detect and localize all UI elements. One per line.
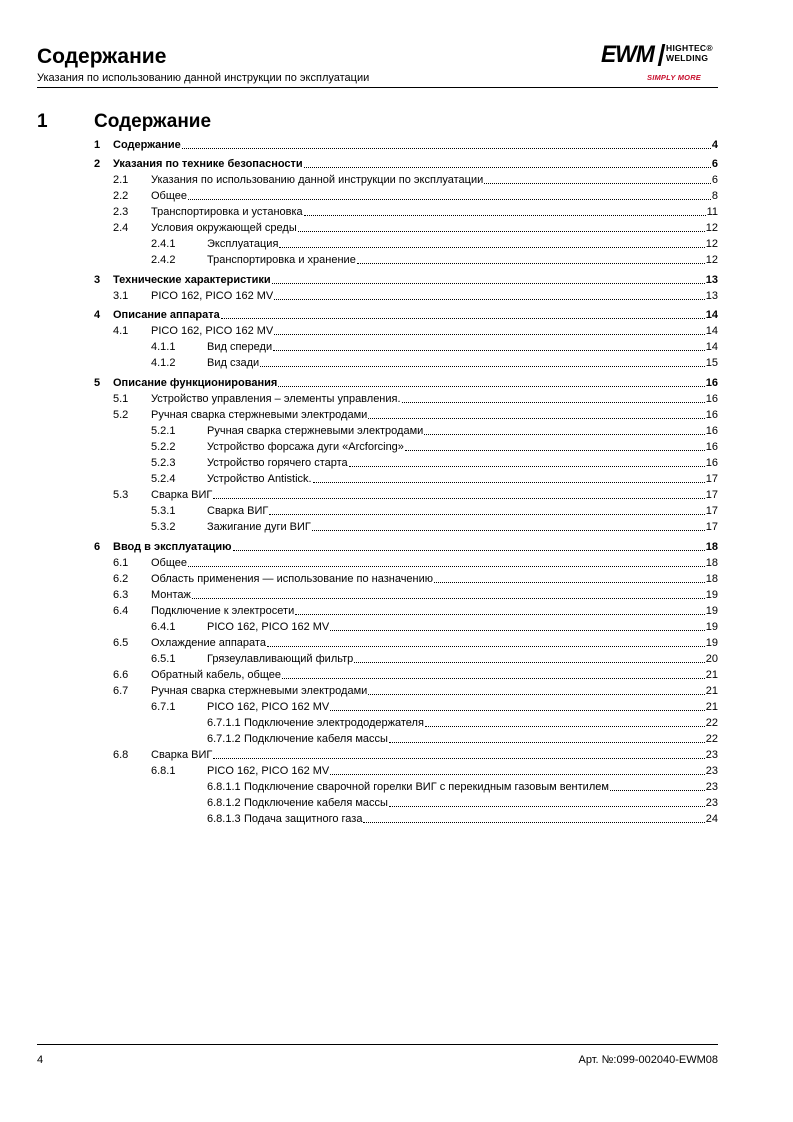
toc-entry-page: 12 bbox=[705, 238, 718, 250]
toc-entry-title: Подключение к электросети bbox=[151, 605, 295, 617]
toc-entry[interactable] bbox=[113, 684, 718, 698]
logo-hightec-text bbox=[666, 43, 713, 63]
toc-entry-number: 4.1 bbox=[113, 325, 129, 337]
toc-entry-link[interactable] bbox=[151, 556, 718, 570]
toc-entry-link[interactable] bbox=[151, 668, 718, 682]
toc-entry-title: Подключение сварочной горелки ВИГ с перекидным газовым вентилем bbox=[244, 781, 609, 793]
toc-entry-link[interactable] bbox=[151, 684, 718, 698]
toc-entry-link[interactable] bbox=[151, 289, 718, 303]
toc-leader-dots bbox=[363, 822, 704, 823]
toc-entry-number: 2.4 bbox=[113, 222, 129, 234]
toc-leader-dots bbox=[424, 434, 704, 435]
toc-leader-dots bbox=[279, 247, 704, 248]
toc-leader-dots bbox=[368, 694, 704, 695]
toc-entry[interactable] bbox=[151, 237, 718, 251]
toc-entry-page: 23 bbox=[705, 781, 718, 793]
toc-entry[interactable] bbox=[207, 812, 718, 826]
toc-entry-page: 17 bbox=[705, 473, 718, 485]
toc-entry[interactable] bbox=[113, 668, 718, 682]
toc-entry-number: 6.8.1.3 bbox=[207, 813, 241, 825]
toc-entry-title: Общее bbox=[151, 557, 188, 569]
toc-entry-link[interactable] bbox=[207, 237, 718, 251]
toc-entry-page: 13 bbox=[705, 274, 718, 286]
toc-entry-link[interactable] bbox=[207, 520, 718, 534]
toc-leader-dots bbox=[389, 742, 705, 743]
toc-entry-link[interactable] bbox=[244, 780, 718, 794]
toc-entry-title: PICO 162, PICO 162 MV bbox=[207, 621, 330, 633]
toc-entry-title: Грязеулавливающий фильтр bbox=[207, 653, 354, 665]
toc-leader-dots bbox=[282, 678, 705, 679]
toc-entry-number: 5 bbox=[94, 377, 101, 389]
toc-entry-title: Описание аппарата bbox=[113, 309, 220, 321]
toc-entry-link[interactable] bbox=[151, 173, 718, 187]
toc-entry-page: 17 bbox=[705, 521, 718, 533]
toc-entry-title: Эксплуатация bbox=[207, 238, 279, 250]
toc-entry-title: Содержание bbox=[113, 139, 181, 151]
toc-entry-number: 6.8.1 bbox=[151, 765, 176, 777]
toc-entry[interactable] bbox=[113, 588, 718, 602]
toc-entry-number: 6 bbox=[94, 541, 101, 553]
toc-entry-link[interactable] bbox=[113, 376, 718, 390]
toc-entry[interactable] bbox=[113, 189, 718, 203]
toc-entry-link[interactable] bbox=[207, 472, 718, 486]
toc-entry-title: Транспортировка и хранение bbox=[207, 254, 356, 266]
toc-entry[interactable] bbox=[207, 796, 718, 810]
logo-brand: EWM bbox=[601, 41, 654, 68]
toc-entry-number: 6.8.1.2 bbox=[207, 797, 241, 809]
toc-leader-dots bbox=[389, 806, 705, 807]
toc-entry-title: Сварка ВИГ bbox=[151, 749, 213, 761]
toc-entry-page: 14 bbox=[705, 309, 718, 321]
toc-leader-dots bbox=[188, 199, 711, 200]
toc-entry-page: 16 bbox=[705, 457, 718, 469]
toc-entry-link[interactable] bbox=[113, 138, 718, 152]
toc-entry-page: 8 bbox=[711, 190, 718, 202]
toc-entry[interactable] bbox=[113, 572, 718, 586]
toc-entry[interactable] bbox=[94, 273, 718, 287]
section-title: Содержание bbox=[94, 111, 212, 132]
toc-entry[interactable] bbox=[113, 636, 718, 650]
toc-entry-page: 6 bbox=[711, 158, 718, 170]
toc-entry-title: Зажигание дуги ВИГ bbox=[207, 521, 311, 533]
toc-leader-dots bbox=[213, 758, 704, 759]
toc-entry[interactable] bbox=[151, 356, 718, 370]
toc-entry-number: 6.5 bbox=[113, 637, 129, 649]
toc-entry-page: 16 bbox=[705, 377, 718, 389]
toc-entry-page: 16 bbox=[705, 425, 718, 437]
toc-entry-number: 2.4.1 bbox=[151, 238, 176, 250]
toc-entry-link[interactable] bbox=[113, 308, 718, 322]
toc-entry-page: 22 bbox=[705, 733, 718, 745]
logo-divider bbox=[658, 44, 666, 66]
toc-leader-dots bbox=[330, 710, 704, 711]
toc-entry-number: 6.8.1.1 bbox=[207, 781, 241, 793]
toc-entry[interactable] bbox=[113, 221, 718, 235]
toc-entry-title: Сварка ВИГ bbox=[151, 489, 213, 501]
toc-leader-dots bbox=[312, 530, 705, 531]
toc-entry-title: PICO 162, PICO 162 MV bbox=[151, 290, 274, 302]
toc-entry-title: Обратный кабель, общее bbox=[151, 669, 282, 681]
toc-leader-dots bbox=[434, 582, 705, 583]
toc-entry-page: 16 bbox=[705, 441, 718, 453]
toc-entry-page: 23 bbox=[705, 797, 718, 809]
toc-entry[interactable] bbox=[94, 376, 718, 390]
section-number: 1 bbox=[37, 111, 48, 132]
toc-entry[interactable] bbox=[113, 324, 718, 338]
toc-entry-link[interactable] bbox=[244, 732, 718, 746]
toc-entry[interactable] bbox=[151, 253, 718, 267]
toc-entry-link[interactable] bbox=[244, 796, 718, 810]
toc-entry-title: Указания по использованию данной инструкции по эксплуатации bbox=[151, 174, 484, 186]
toc-entry[interactable] bbox=[113, 748, 718, 762]
toc-leader-dots bbox=[405, 450, 705, 451]
toc-entry-number: 6.8 bbox=[113, 749, 129, 761]
toc-entry-title: Вид сзади bbox=[207, 357, 260, 369]
footer-article-number: Арт. №:099-002040-EWM08 bbox=[578, 1054, 718, 1066]
toc-entry[interactable] bbox=[151, 620, 718, 634]
toc-entry-link[interactable] bbox=[207, 700, 718, 714]
toc-entry[interactable] bbox=[113, 488, 718, 502]
toc-leader-dots bbox=[357, 263, 705, 264]
toc-entry-link[interactable] bbox=[207, 764, 718, 778]
toc-entry-number: 6.6 bbox=[113, 669, 129, 681]
toc-entry[interactable] bbox=[151, 440, 718, 454]
toc-entry-page: 14 bbox=[705, 325, 718, 337]
toc-entry-page: 19 bbox=[705, 605, 718, 617]
toc-entry[interactable] bbox=[113, 556, 718, 570]
toc-entry-link[interactable] bbox=[207, 652, 718, 666]
toc-entry-link[interactable] bbox=[151, 221, 718, 235]
logo-line2: WELDING bbox=[666, 53, 709, 63]
footer-divider bbox=[37, 1044, 718, 1045]
toc-entry[interactable] bbox=[207, 716, 718, 730]
toc-entry-title: Устройство горячего старта bbox=[207, 457, 348, 469]
toc-entry-number: 2.2 bbox=[113, 190, 129, 202]
toc-entry-title: Охлаждение аппарата bbox=[151, 637, 266, 649]
toc-entry-number: 4 bbox=[94, 309, 101, 321]
toc-entry-page: 19 bbox=[705, 637, 718, 649]
toc-entry[interactable] bbox=[113, 408, 718, 422]
toc-leader-dots bbox=[402, 402, 705, 403]
toc-entry-title: Устройство форсажа дуги «Arcforcing» bbox=[207, 441, 404, 453]
toc-entry[interactable] bbox=[113, 392, 718, 406]
toc-leader-dots bbox=[213, 498, 704, 499]
toc-leader-dots bbox=[298, 231, 705, 232]
page-title: Содержание bbox=[37, 45, 167, 68]
toc-entry-page: 12 bbox=[705, 254, 718, 266]
toc-entry-page: 16 bbox=[705, 393, 718, 405]
toc-entry-page: 17 bbox=[705, 489, 718, 501]
toc-entry[interactable] bbox=[113, 173, 718, 187]
toc-entry-title: Описание функционирования bbox=[113, 377, 278, 389]
toc-entry-page: 16 bbox=[705, 409, 718, 421]
toc-entry-link[interactable] bbox=[207, 440, 718, 454]
toc-entry-number: 6.2 bbox=[113, 573, 129, 585]
toc-entry-page: 18 bbox=[705, 557, 718, 569]
toc-entry-title: Указания по технике безопасности bbox=[113, 158, 303, 170]
logo-line1: HIGHTEC® bbox=[666, 43, 713, 53]
toc-entry[interactable] bbox=[113, 289, 718, 303]
toc-entry-link[interactable] bbox=[244, 812, 718, 826]
toc-leader-dots bbox=[425, 726, 705, 727]
toc-entry-link[interactable] bbox=[151, 205, 718, 219]
toc-leader-dots bbox=[295, 614, 705, 615]
toc-leader-dots bbox=[349, 466, 705, 467]
toc-entry-page: 11 bbox=[706, 206, 718, 218]
toc-entry-number: 3 bbox=[94, 274, 101, 286]
toc-entry-link[interactable] bbox=[151, 588, 718, 602]
toc-entry[interactable] bbox=[151, 340, 718, 354]
toc-leader-dots bbox=[330, 630, 704, 631]
toc-entry-number: 6.1 bbox=[113, 557, 129, 569]
toc-entry-link[interactable] bbox=[244, 716, 718, 730]
toc-leader-dots bbox=[267, 646, 705, 647]
toc-entry[interactable] bbox=[207, 780, 718, 794]
toc-entry-number: 1 bbox=[94, 139, 101, 151]
toc-leader-dots bbox=[304, 167, 711, 168]
toc-leader-dots bbox=[272, 283, 705, 284]
toc-leader-dots bbox=[260, 366, 705, 367]
toc-entry-page: 12 bbox=[705, 222, 718, 234]
toc-entry-page: 23 bbox=[705, 749, 718, 761]
toc-entry-page: 17 bbox=[705, 505, 718, 517]
toc-entry-number: 2.4.2 bbox=[151, 254, 176, 266]
toc-entry[interactable] bbox=[151, 652, 718, 666]
page-subtitle: Указания по использованию данной инструкции по эксплуатации bbox=[37, 72, 370, 84]
footer-page-number: 4 bbox=[37, 1054, 44, 1066]
toc-entry-page: 20 bbox=[705, 653, 718, 665]
toc-entry-number: 5.2.1 bbox=[151, 425, 176, 437]
toc-leader-dots bbox=[304, 215, 706, 216]
toc-entry-page: 19 bbox=[705, 621, 718, 633]
toc-leader-dots bbox=[610, 790, 705, 791]
toc-entry-number: 2 bbox=[94, 158, 101, 170]
toc-entry-link[interactable] bbox=[113, 540, 718, 554]
toc-entry[interactable] bbox=[94, 540, 718, 554]
toc-entry[interactable] bbox=[151, 456, 718, 470]
toc-entry-title: Ручная сварка стержневыми электродами bbox=[151, 685, 368, 697]
toc-entry-number: 6.3 bbox=[113, 589, 129, 601]
toc-entry[interactable] bbox=[151, 764, 718, 778]
toc-entry-link[interactable] bbox=[113, 273, 718, 287]
toc-entry-number: 5.3.1 bbox=[151, 505, 176, 517]
toc-entry-title: PICO 162, PICO 162 MV bbox=[151, 325, 274, 337]
toc-entry-number: 6.7.1.2 bbox=[207, 733, 241, 745]
toc-entry-title: Подключение кабеля массы bbox=[244, 733, 388, 745]
toc-entry-page: 14 bbox=[705, 341, 718, 353]
toc-entry-title: Ввод в эксплуатацию bbox=[113, 541, 232, 553]
toc-entry-page: 18 bbox=[705, 541, 718, 553]
toc-entry-number: 5.2.4 bbox=[151, 473, 176, 485]
toc-leader-dots bbox=[354, 662, 704, 663]
toc-entry-number: 6.7.1 bbox=[151, 701, 176, 713]
toc-entry-number: 2.1 bbox=[113, 174, 129, 186]
toc-leader-dots bbox=[273, 350, 705, 351]
ewm-logo bbox=[601, 40, 719, 84]
toc-entry-page: 4 bbox=[711, 139, 718, 151]
toc-entry-number: 6.5.1 bbox=[151, 653, 176, 665]
toc-entry-link[interactable] bbox=[151, 748, 718, 762]
toc-entry-link[interactable] bbox=[151, 604, 718, 618]
toc-entry-link[interactable] bbox=[151, 392, 718, 406]
toc-entry-number: 5.2.3 bbox=[151, 457, 176, 469]
toc-entry-page: 6 bbox=[711, 174, 718, 186]
toc-entry-number: 6.4 bbox=[113, 605, 129, 617]
toc-entry-page: 21 bbox=[705, 701, 718, 713]
toc-entry-title: Подключение электрододержателя bbox=[244, 717, 424, 729]
toc-leader-dots bbox=[182, 148, 711, 149]
toc-entry-title: Область применения — использование по назначению bbox=[151, 573, 434, 585]
toc-entry[interactable] bbox=[207, 732, 718, 746]
toc-entry-page: 23 bbox=[705, 765, 718, 777]
toc-entry-page: 15 bbox=[705, 357, 718, 369]
toc-leader-dots bbox=[313, 482, 705, 483]
toc-entry-title: Ручная сварка стержневыми электродами bbox=[151, 409, 368, 421]
toc-entry-title: Технические характеристики bbox=[113, 274, 271, 286]
toc-entry[interactable] bbox=[113, 205, 718, 219]
toc-entry-title: Транспортировка и установка bbox=[151, 206, 303, 218]
toc-entry-page: 18 bbox=[705, 573, 718, 585]
toc-entry-link[interactable] bbox=[151, 572, 718, 586]
toc-entry-page: 21 bbox=[705, 669, 718, 681]
logo-tagline: SIMPLY MORE bbox=[647, 73, 702, 82]
toc-entry[interactable] bbox=[151, 472, 718, 486]
toc-entry[interactable] bbox=[94, 308, 718, 322]
toc-entry-link[interactable] bbox=[151, 488, 718, 502]
toc-entry-number: 4.1.1 bbox=[151, 341, 176, 353]
toc-entry-page: 22 bbox=[705, 717, 718, 729]
toc-entry[interactable] bbox=[94, 138, 718, 152]
toc-leader-dots bbox=[192, 598, 705, 599]
toc-entry-link[interactable] bbox=[207, 456, 718, 470]
toc-entry-link[interactable] bbox=[207, 356, 718, 370]
toc-entry-link[interactable] bbox=[151, 189, 718, 203]
toc-entry-number: 2.3 bbox=[113, 206, 129, 218]
toc-entry-title: Монтаж bbox=[151, 589, 191, 601]
toc-entry[interactable] bbox=[151, 504, 718, 518]
toc-entry-page: 13 bbox=[705, 290, 718, 302]
toc-entry-page: 19 bbox=[705, 589, 718, 601]
toc-entry-link[interactable] bbox=[207, 340, 718, 354]
toc-entry-number: 4.1.2 bbox=[151, 357, 176, 369]
toc-entry-link[interactable] bbox=[151, 324, 718, 338]
toc-entry-title: PICO 162, PICO 162 MV bbox=[207, 701, 330, 713]
toc-entry-number: 5.3.2 bbox=[151, 521, 176, 533]
toc-leader-dots bbox=[274, 334, 704, 335]
toc-entry[interactable] bbox=[151, 520, 718, 534]
toc-leader-dots bbox=[188, 566, 705, 567]
toc-entry-title: Ручная сварка стержневыми электродами bbox=[207, 425, 424, 437]
toc-entry-number: 5.1 bbox=[113, 393, 129, 405]
toc-entry-page: 24 bbox=[705, 813, 718, 825]
header-divider bbox=[37, 87, 718, 88]
toc-leader-dots bbox=[368, 418, 704, 419]
toc-entry-number: 5.2.2 bbox=[151, 441, 176, 453]
toc-leader-dots bbox=[233, 550, 705, 551]
toc-leader-dots bbox=[484, 183, 711, 184]
toc-entry-number: 6.7 bbox=[113, 685, 129, 697]
toc-entry-number: 6.7.1.1 bbox=[207, 717, 241, 729]
toc-leader-dots bbox=[274, 299, 704, 300]
toc-entry-link[interactable] bbox=[207, 253, 718, 267]
toc-entry-link[interactable] bbox=[113, 157, 718, 171]
toc-leader-dots bbox=[330, 774, 704, 775]
toc-entry-number: 5.2 bbox=[113, 409, 129, 421]
toc-entry[interactable] bbox=[113, 604, 718, 618]
toc-entry-link[interactable] bbox=[207, 504, 718, 518]
toc-entry[interactable] bbox=[94, 157, 718, 171]
toc-entry-link[interactable] bbox=[151, 408, 718, 422]
toc-entry-title: Подключение кабеля массы bbox=[244, 797, 388, 809]
toc-leader-dots bbox=[221, 318, 705, 319]
toc-entry-title: Устройство управления – элементы управления. bbox=[151, 393, 401, 405]
toc-entry-title: Сварка ВИГ bbox=[207, 505, 269, 517]
toc-entry-title: Вид спереди bbox=[207, 341, 273, 353]
toc-leader-dots bbox=[269, 514, 704, 515]
toc-entry-title: Подача защитного газа bbox=[244, 813, 363, 825]
toc-entry-title: Общее bbox=[151, 190, 188, 202]
toc-leader-dots bbox=[278, 386, 704, 387]
toc-entry-title: Условия окружающей среды bbox=[151, 222, 297, 234]
toc-entry-number: 3.1 bbox=[113, 290, 129, 302]
toc-entry-link[interactable] bbox=[151, 636, 718, 650]
toc-entry-number: 5.3 bbox=[113, 489, 129, 501]
toc-entry-link[interactable] bbox=[207, 620, 718, 634]
toc-entry[interactable] bbox=[151, 700, 718, 714]
toc-entry-page: 21 bbox=[705, 685, 718, 697]
toc-entry-link[interactable] bbox=[207, 424, 718, 438]
toc-entry-title: Устройство Antistick. bbox=[207, 473, 312, 485]
toc-entry-title: PICO 162, PICO 162 MV bbox=[207, 765, 330, 777]
toc-entry[interactable] bbox=[151, 424, 718, 438]
toc-entry-number: 6.4.1 bbox=[151, 621, 176, 633]
